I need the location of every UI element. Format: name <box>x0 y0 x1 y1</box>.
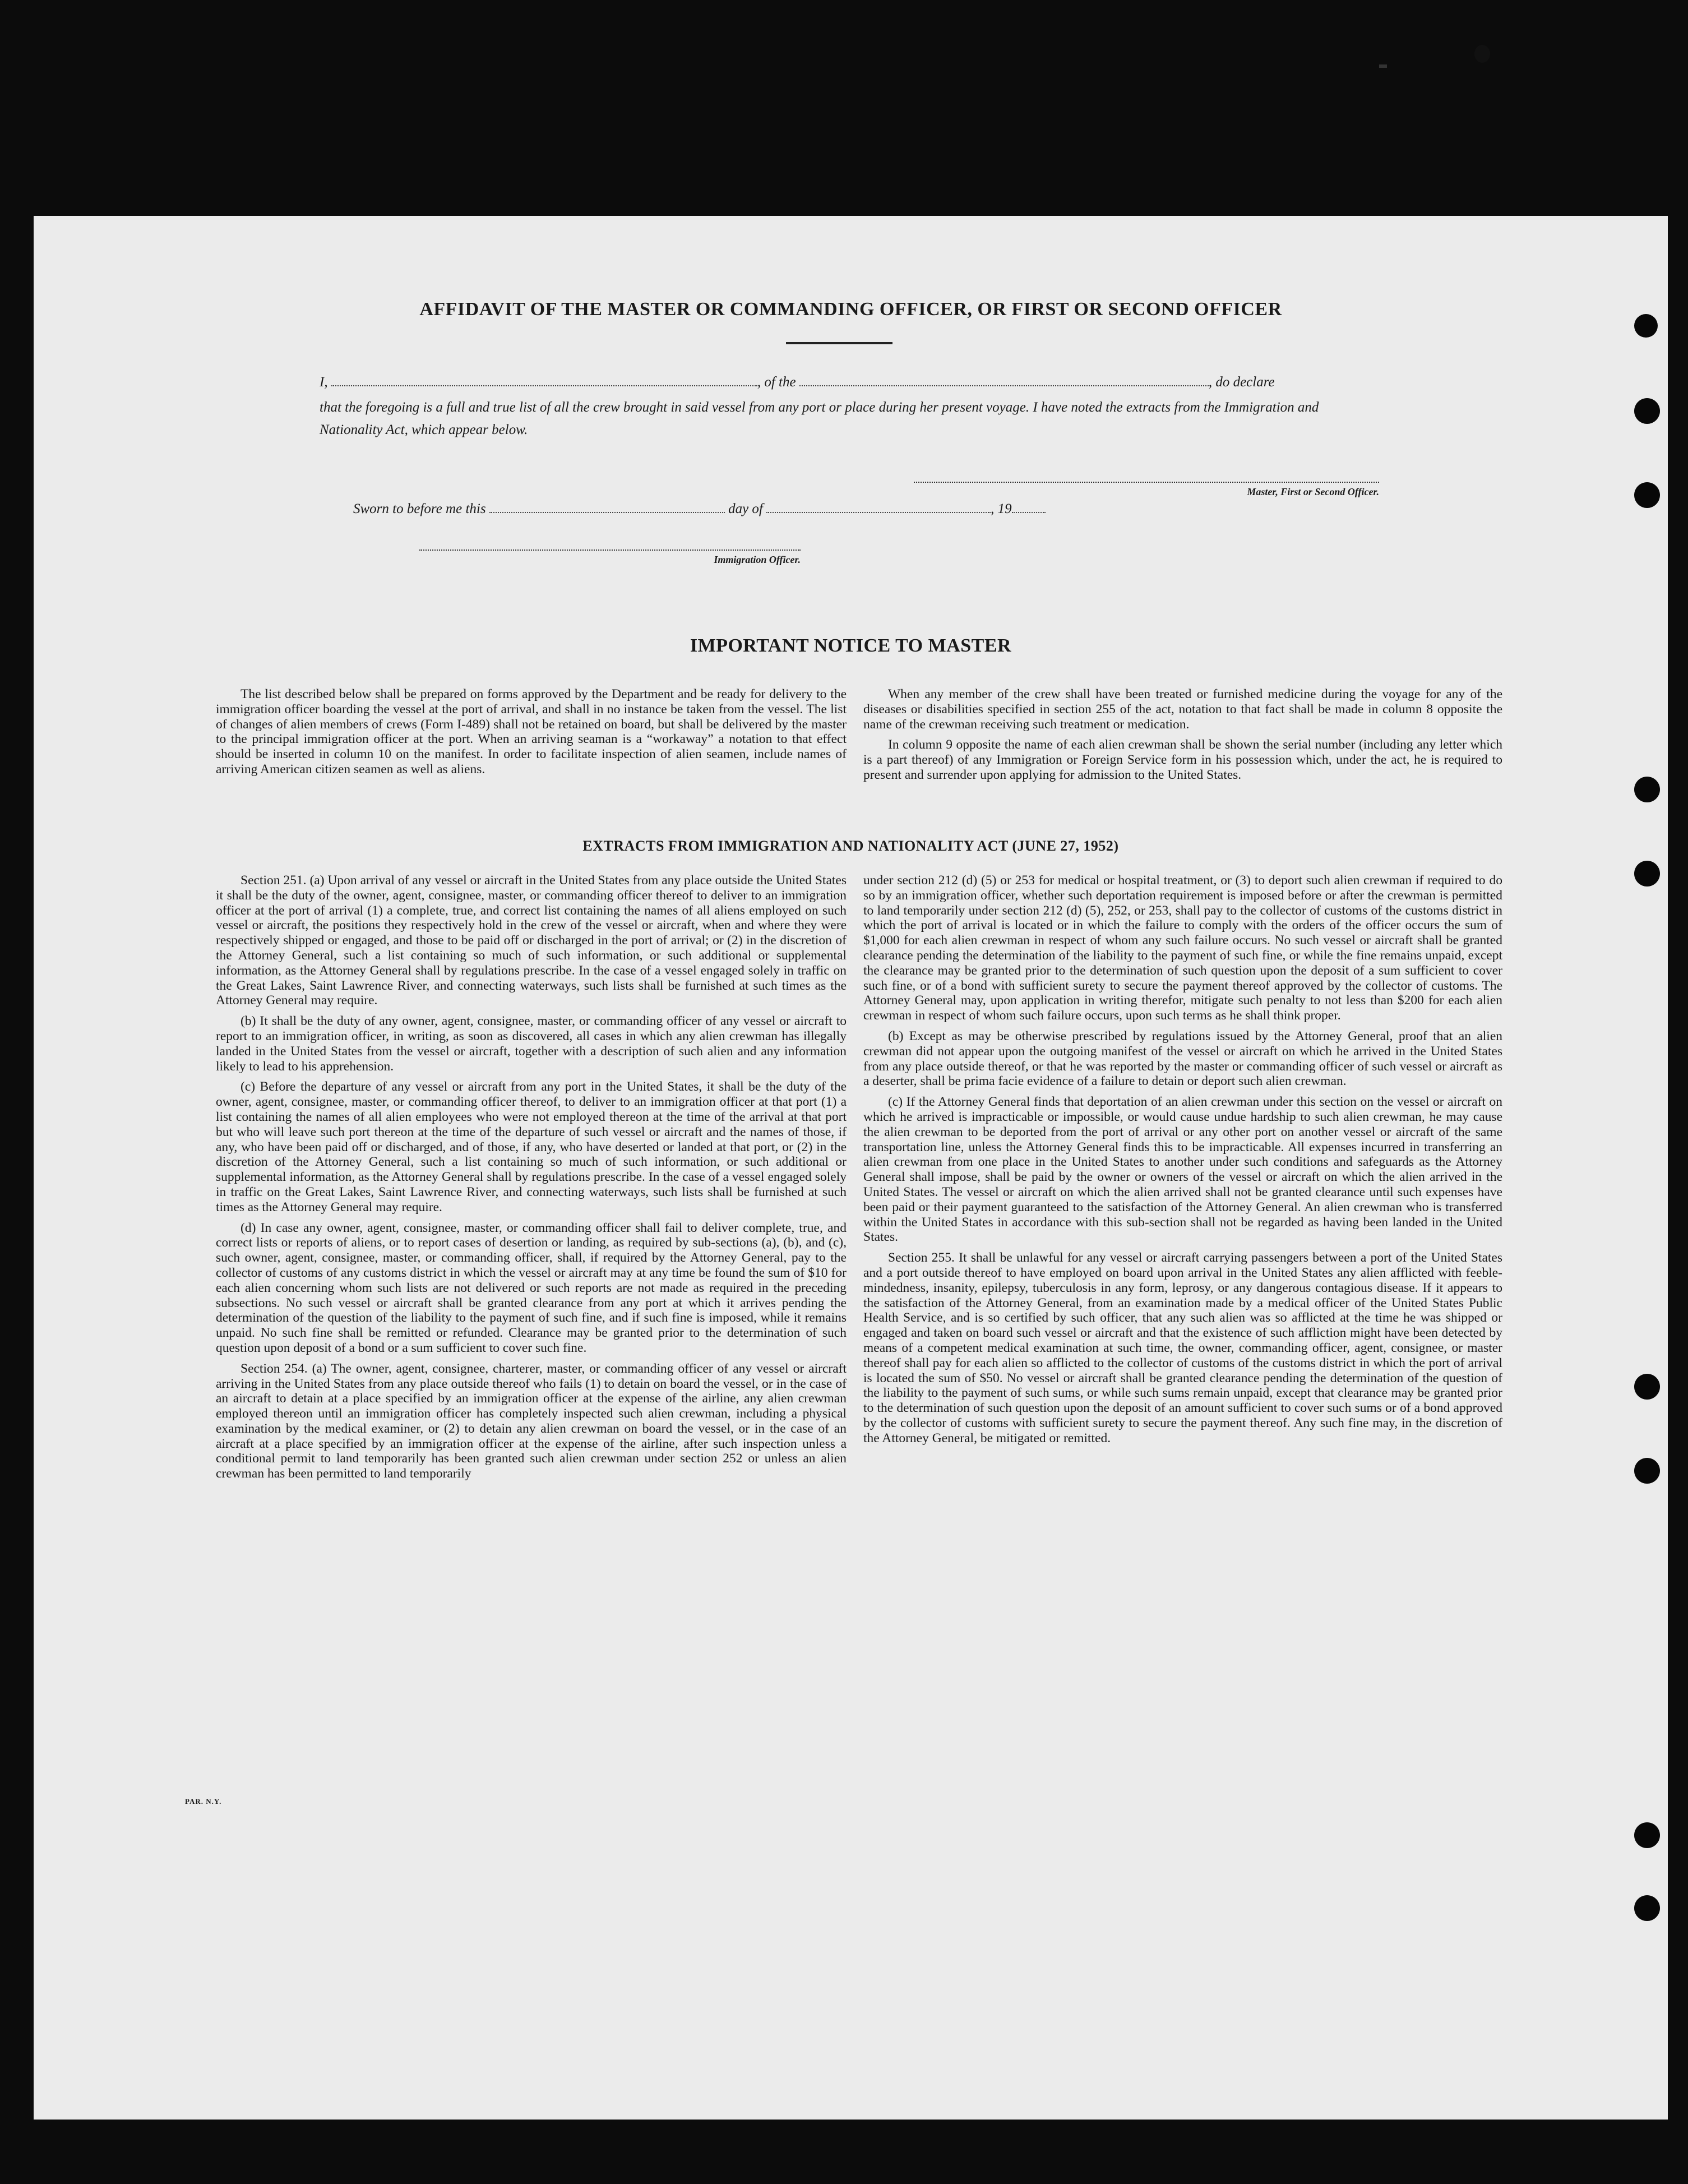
binder-hole <box>1634 482 1660 508</box>
document-page <box>34 216 1668 2120</box>
binder-hole <box>1634 1374 1660 1400</box>
scan-speck <box>1379 64 1387 68</box>
sworn-month-field[interactable] <box>766 501 991 513</box>
immigration-officer-label: Immigration Officer. <box>714 554 801 565</box>
sworn-day-of: day of <box>728 501 763 516</box>
scan-speck <box>1474 45 1490 63</box>
binder-hole <box>1634 1895 1660 1921</box>
sworn-line <box>353 501 1046 517</box>
printer-code: PAR. N.Y. <box>185 1797 222 1806</box>
extract-paragraph: Section 255. It shall be unlawful for any vessel or aircraft carrying passengers between a port of the United States and a port outside thereof to have employed on board upon arrival in the United States any alien afflicted with feeble-mindedness, insanity, epilepsy, tuberculosis in any form, leprosy, or any dangerous contagious disease. If it appears to the satisfaction of the Attorney General, from an examination made by a medical officer of the United States Public Health Service, and is so certified by such officer, that any such alien was so afflicted at the time he was shipped or engaged and taken on board such vessel or aircraft and that the existence of such affliction might have been detected by means of a competent medical examination at such time, the owner, commanding officer, agent, consignee, or master thereof shall pay for each alien so afflicted to the collector of customs of the customs district in which the port of arrival is located the sum of $50. No vessel or aircraft shall be granted clearance pending the determination of the question of the liability to the payment of such sums, or while such sums remain unpaid, except that clearance may be granted prior to the determination of such question upon the deposit of an amount sufficient to cover such sums or of a bond approved by the collector of customs with sufficient surety to secure the payment thereof. Any such fine may, in the discretion of the Attorney General, be mitigated or remitted. <box>863 1250 1502 1446</box>
decl-i: I, <box>320 375 328 390</box>
binder-hole <box>1634 1458 1660 1484</box>
immigration-officer-signature-line[interactable] <box>419 550 801 551</box>
decl-do-declare: , do declare <box>1208 375 1275 390</box>
extracts-title: EXTRACTS FROM IMMIGRATION AND NATIONALITY ACT (JUNE 27, 1952) <box>582 838 1119 854</box>
binder-hole <box>1634 777 1660 802</box>
binder-hole <box>1634 398 1660 424</box>
notice-paragraph: In column 9 opposite the name of each alien crewman shall be shown the serial number (including any letter which is a part thereof) of any Immigration or Foreign Service form in his possession which, under the act, he is required to present and surrender upon applying for admission to the United States. <box>863 737 1502 782</box>
binder-hole <box>1634 1822 1660 1848</box>
extract-paragraph: (c) If the Attorney General finds that deportation of an alien crewman under this section on the vessel or aircraft on which he arrived is impracticable or impossible, or would cause undue hardship to such alien crewman, he may cause the alien crewman to be deported from the port of arrival or any other port on another vessel or aircraft of the same transportation line, unless the Attorney General finds this to be impracticable. All expenses incurred in transferring an alien crewman from one place in the United States to another under such conditions and safeguards as the Attorney General shall impose, shall be paid by the owner or owners of the vessel or aircraft on which the alien arrived in the United States. The vessel or aircraft on which the alien arrived shall not be granted clearance until such expenses have been paid or their payment guaranteed to the satisfaction of the Attorney General. An alien crewman who is transferred within the United States in accordance with this sub-section shall not be regarded as having been landed in the United States. <box>863 1095 1502 1245</box>
notice-right-column <box>863 687 1502 788</box>
extract-paragraph: under section 212 (d) (5) or 253 for medical or hospital treatment, or (3) to deport such alien crewman if required to do so by an immigration officer, whether such deportation requirement is imposed before or after the crewman is permitted to land temporarily under section 212 (d) (5), 252, or 253, shall pay to the collector of customs of the customs district in which the port of arrival is located or in which the failure to comply with the orders of the officer occurs the sum of $1,000 for each alien crewman in respect of whom any such failure occurs. No such vessel or aircraft shall be granted clearance pending the determination of the liability to the payment of such fine, or while the fine remains unpaid, except the clearance may be granted prior to the determination of such question upon the deposit of a sum sufficient to cover such fine, or of a bond with sufficient surety to secure the payment thereof approved by the collector of customs. The Attorney General may, upon application in writing therefor, mitigate such penalty to not less than $200 for each alien crewman in respect of whom such failure occurs, upon such terms as he shall think proper. <box>863 873 1502 1023</box>
sworn-prefix: Sworn to before me this <box>353 501 486 516</box>
notice-title: IMPORTANT NOTICE TO MASTER <box>690 635 1012 656</box>
extract-paragraph: (d) In case any owner, agent, consignee, master, or commanding officer shall fail to deliver complete, true, and correct lists or reports of aliens, or to report cases of desertion or landing, as required by sub-sections (a), (b), and (c), such owner, agent, consignee, master, or commanding officer, shall, if required by the Attorney General, pay to the collector of customs of any customs district in which the vessel or aircraft may at any time be found the sum of $10 for each alien concerning whom such lists are not delivered or such reports are not made as required in the preceding subsections. No such vessel or aircraft shall be granted clearance from any port at which it arrives pending the determination of the question of the liability to the payment of such fine, and if such fine is imposed, while it remains unpaid. No such fine shall be remitted or refunded. Clearance may be granted prior to the determination of such question upon deposit of a bond or a sum sufficient to cover such fine. <box>216 1220 847 1355</box>
master-signature-line[interactable] <box>914 482 1379 483</box>
extract-paragraph: (b) Except as may be otherwise prescribed by regulations issued by the Attorney General, proof that an alien crewman did not appear upon the outgoing manifest of the vessel or aircraft on which he arrived in the United States from any place outside thereof, or that he was reported by the master or commanding officer of such vessel or aircraft as a deserter, shall be prima facie evidence of a failure to detain or deport such alien crewman. <box>863 1028 1502 1089</box>
extract-paragraph: Section 251. (a) Upon arrival of any vessel or aircraft in the United States from any place outside the United States it shall be the duty of the owner, agent, consignee, master, or commanding officer thereof to deliver to an immigration officer at the port of arrival (1) a complete, true, and correct list containing the names of all aliens employed on such vessel or aircraft, the positions they respectively hold in the crew of the vessel or aircraft, when and where they were respectively shipped or engaged, and those to be paid off or discharged in the port of arrival; or (2) in the discretion of the Attorney General, such a list containing so much of such information, or such additional or supplemental information, as the Attorney General shall by regulations prescribe. In the case of a vessel engaged solely in traffic on the Great Lakes, Saint Lawrence River, and connecting waterways, such lists shall be furnished at such times as the Attorney General may require. <box>216 873 847 1008</box>
vessel-name-field[interactable] <box>799 374 1209 386</box>
decl-of-the: , of the <box>757 375 796 390</box>
title-rule <box>786 342 892 344</box>
extracts-left-column <box>216 873 847 1487</box>
affidavit-title: AFFIDAVIT OF THE MASTER OR COMMANDING OFFICER, OR FIRST OR SECOND OFFICER <box>419 299 1282 320</box>
sworn-year: , 19 <box>991 501 1012 516</box>
officer-name-field[interactable] <box>331 374 757 386</box>
declaration-line <box>320 371 1385 394</box>
binder-hole <box>1634 861 1660 886</box>
sworn-day-field[interactable] <box>489 501 725 513</box>
declaration-body: that the foregoing is a full and true list of all the crew brought in said vessel from any port or place during her present voyage. I have noted the extracts from the Immigration and Nationality Act, which appear below. <box>320 400 1319 437</box>
sworn-year-field[interactable] <box>1012 501 1046 513</box>
master-signature-label: Master, First or Second Officer. <box>1247 486 1379 497</box>
extract-paragraph: Section 254. (a) The owner, agent, consignee, charterer, master, or commanding officer of any vessel or aircraft arriving in the United States from any place outside thereof who fails (1) to detain on board the vessel, or in the case of an aircraft to detain at a place specified by an immigration officer at the expense of the airline, any alien crewman employed thereon until an immigration officer has completely inspected such alien crewman, including a physical examination by the medical examiner, or (2) to detain any alien crewman on board the vessel, or in the case of an aircraft at a place specified by an immigration officer at the expense of the airline, after such inspection unless a conditional permit to land temporarily has been granted such alien crewman under section 252 or unless an alien crewman has been permitted to land temporarily <box>216 1361 847 1481</box>
extract-paragraph: (b) It shall be the duty of any owner, agent, consignee, master, or commanding officer of any vessel or aircraft to report to an immigration officer, in writing, as soon as discovered, all cases in which any alien crewman has illegally landed in the United States from the vessel or aircraft, together with a description of such alien and any information likely to lead to his apprehension. <box>216 1014 847 1074</box>
notice-left-column <box>216 687 847 783</box>
notice-paragraph: When any member of the crew shall have been treated or furnished medicine during the voyage for any of the diseases or disabilities specified in section 255 of the act, notation to that fact shall be made in column 8 opposite the name of the crewman receiving such treatment or medication. <box>863 687 1502 732</box>
extracts-right-column <box>863 873 1502 1451</box>
extract-paragraph: (c) Before the departure of any vessel or aircraft from any port in the United States, it shall be the duty of the owner, agent, consignee, master, or commanding officer thereof, to deliver to an immigration officer at that port (1) a list containing the names of all alien employees who were not employed thereon at the time of the arrival at that port but who will leave such port thereon at the time of the departure of such vessel or aircraft and the names of those, if any, who have been paid off or discharged, and of those, if any, who have deserted or landed at that port, or (2) in the discretion of the Attorney General, such a list containing so much of such information, or such additional or supplemental information, as the Attorney General shall by regulations prescribe. In the case of a vessel engaged solely in traffic on the Great Lakes, Saint Lawrence River, and connecting waterways, such lists shall be furnished at such times as the Attorney General may require. <box>216 1079 847 1215</box>
notice-paragraph: The list described below shall be prepared on forms approved by the Department and be ready for delivery to the immigration officer boarding the vessel at the port of arrival, and shall in no instance be taken from the vessel. The list of changes of alien members of crews (Form I-489) shall not be retained on board, but shall be delivered by the master to the principal immigration officer at the port. When an arriving seaman is a “workaway” a notation to that effect should be inserted in column 10 on the manifest. In order to facilitate inspection of alien seamen, include names of arriving American citizen seamen as well as aliens. <box>216 687 847 777</box>
